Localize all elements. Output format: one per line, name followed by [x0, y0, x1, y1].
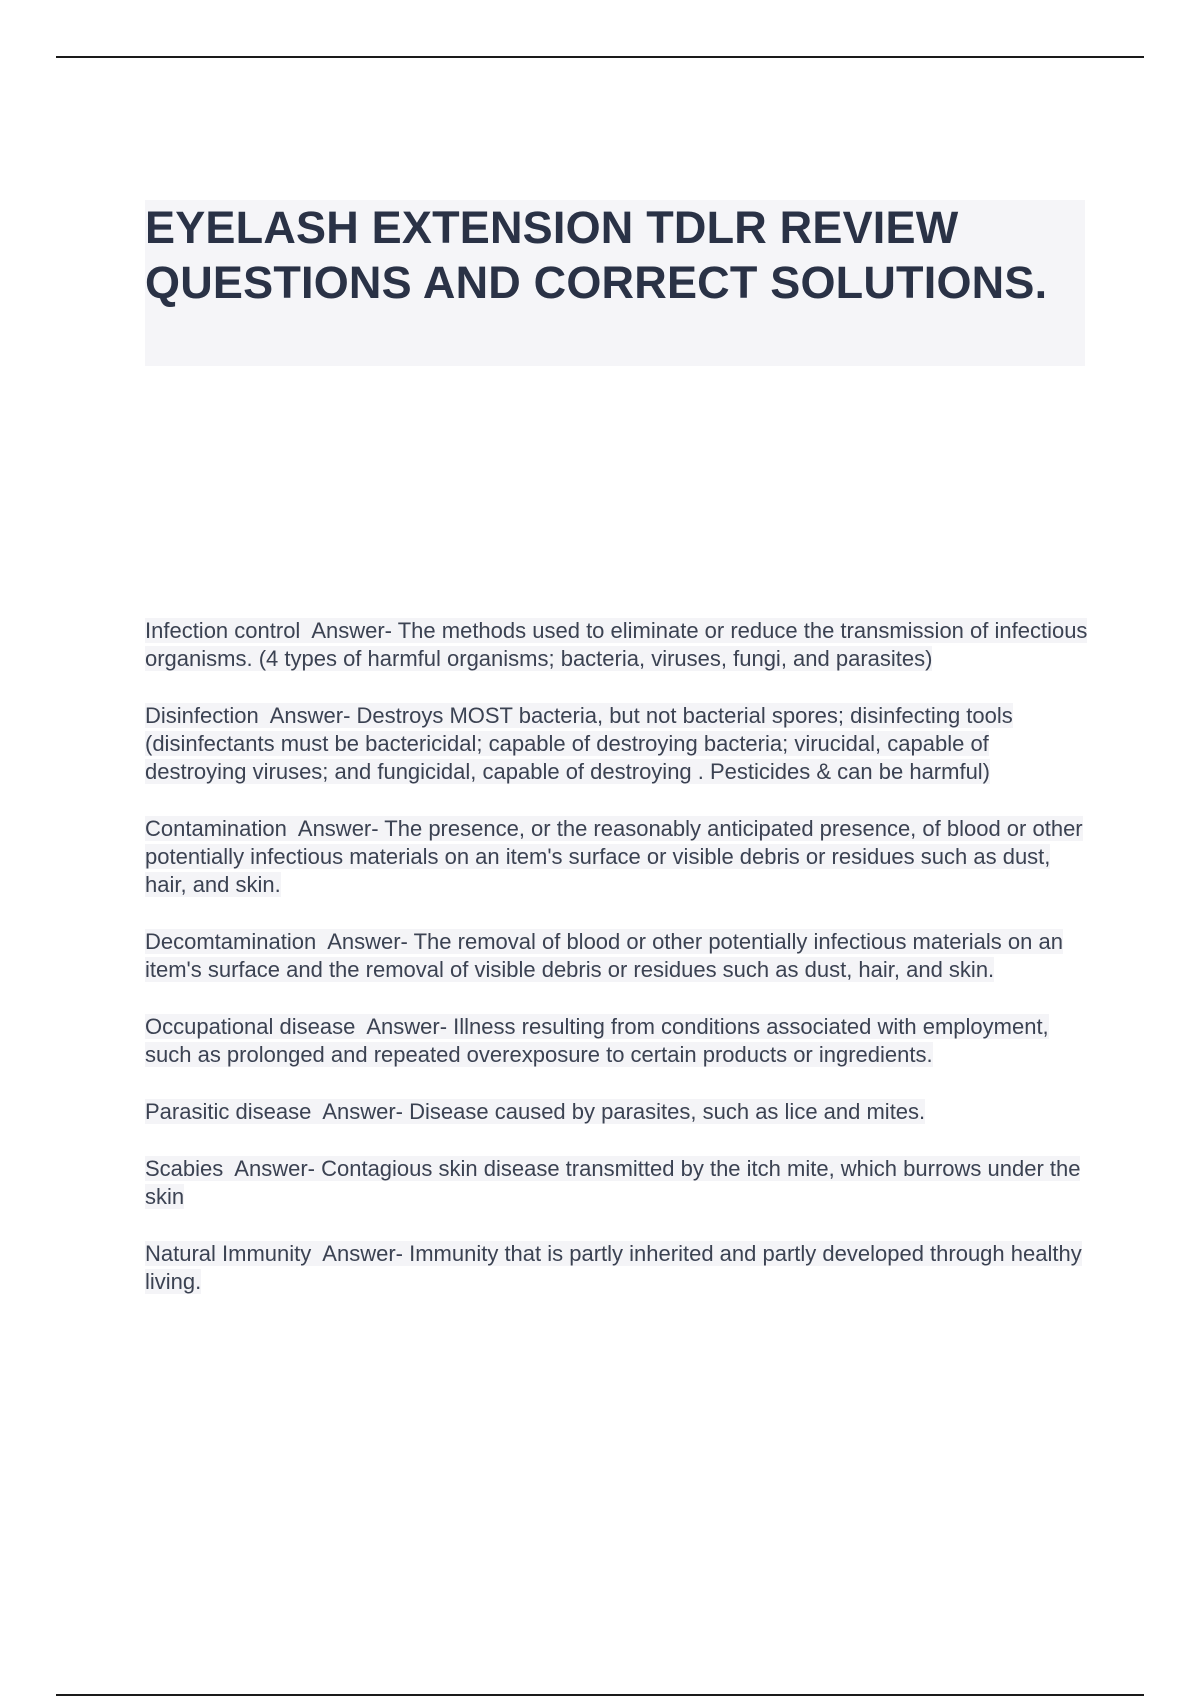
answer-prefix: Answer- — [311, 618, 398, 643]
document-title: EYELASH EXTENSION TDLR REVIEW QUESTIONS AND CORRECT SOLUTIONS. — [145, 202, 1048, 308]
answer-prefix: Answer- — [297, 816, 385, 841]
qa-answer: Immunity that is partly inherited and partly developed through healthy living. — [145, 1241, 1082, 1294]
qa-item — [145, 617, 1090, 673]
answer-prefix: Answer- — [366, 1014, 454, 1039]
answer-prefix: Answer- — [269, 703, 357, 728]
qa-item — [145, 1155, 1090, 1211]
title-block — [145, 200, 1085, 366]
qa-answer: The removal of blood or other potentially infectious materials on an item's surface and the removal of visible debris or residues such as dust, hair, and skin. — [145, 929, 1063, 982]
bottom-rule — [56, 1694, 1144, 1696]
answer-prefix: Answer- — [234, 1156, 322, 1181]
qa-answer: The methods used to eliminate or reduce the transmission of infectious organisms. (4 types of harmful organisms; bacteria, viruses, fungi, and parasites) — [145, 618, 1088, 671]
qa-item — [145, 928, 1090, 984]
qa-term: Decomtamination — [145, 929, 317, 954]
qa-term: Occupational disease — [145, 1014, 356, 1039]
answer-prefix: Answer- — [327, 929, 414, 954]
qa-item — [145, 702, 1090, 786]
qa-list — [145, 617, 1090, 1325]
qa-term: Contamination — [145, 816, 287, 841]
qa-answer: Illness resulting from conditions associated with employment, such as prolonged and repeated overexposure to certain products or ingredients. — [145, 1014, 1049, 1067]
top-rule — [56, 56, 1144, 58]
qa-term: Parasitic disease — [145, 1099, 312, 1124]
qa-answer: The presence, or the reasonably anticipated presence, of blood or other potentially infectious materials on an item's surface or visible debris or residues such as dust, hair, and skin. — [145, 816, 1083, 897]
qa-term: Natural Immunity — [145, 1241, 312, 1266]
qa-item — [145, 1240, 1090, 1296]
qa-answer: Contagious skin disease transmitted by the itch mite, which burrows under the skin — [145, 1156, 1081, 1209]
qa-item — [145, 1013, 1090, 1069]
qa-term: Infection control — [145, 618, 301, 643]
qa-answer: Disease caused by parasites, such as lice and mites. — [409, 1099, 926, 1124]
qa-term: Scabies — [145, 1156, 224, 1181]
answer-prefix: Answer- — [322, 1099, 410, 1124]
qa-item — [145, 1098, 1090, 1126]
qa-item — [145, 815, 1090, 899]
qa-term: Disinfection — [145, 703, 259, 728]
qa-answer: Destroys MOST bacteria, but not bacterial spores; disinfecting tools (disinfectants must be bactericidal; capable of destroying bacteria; virucidal, capable of destroying viruses; and fungicidal, capable of destroying . Pesticides & can be harmful) — [145, 703, 1013, 784]
answer-prefix: Answer- — [322, 1241, 410, 1266]
